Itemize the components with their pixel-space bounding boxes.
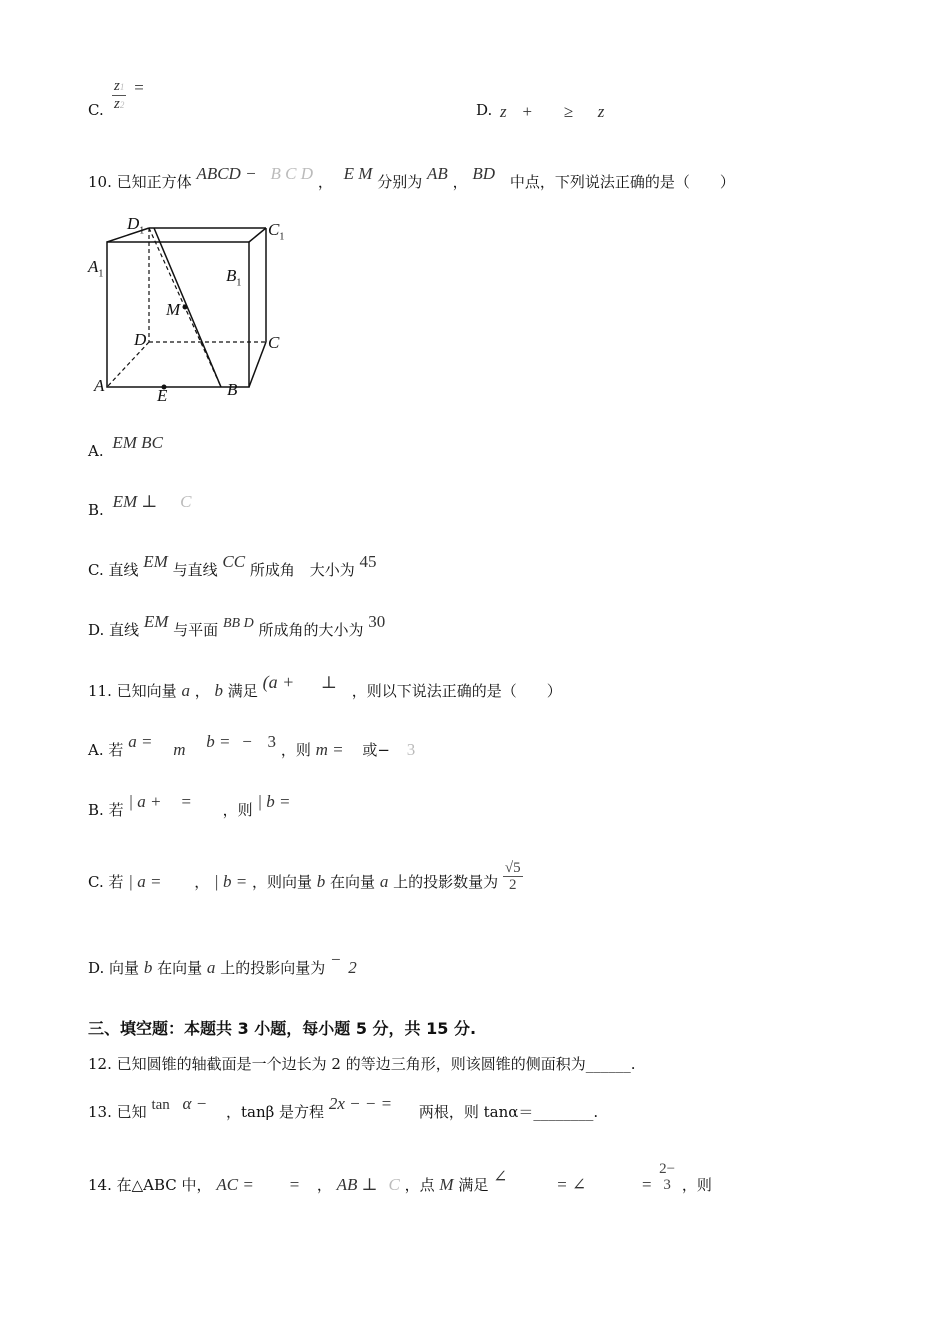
cube-diagonal-bd1 [154,228,221,387]
label-b1: $B_1$ [226,266,242,289]
q9-option-d-label: D. [476,101,493,119]
label-a: A [94,376,105,395]
label-m: M [166,300,181,319]
q11-c-fraction: $\frac{√5}{2}$ [504,859,521,893]
q14-fraction: 2− 3 [659,1161,676,1193]
q9-option-d-math: z + ≥ z [500,102,605,121]
q12: 12. 已知圆锥的轴截面是一个边长为 2 的等边三角形，则该圆锥的侧面积为______. [88,1055,636,1073]
label-c1: $C_1$ [268,220,285,243]
q10-stem: 10. 已知正方体 ABCD − B C D ， E M 分别为 AB ， BD 中点，下列说法正确的是（ ） [88,164,735,191]
cube-top-right-edge [249,228,266,242]
q11-option-b: B. 若 | a + = ，则 | b = [88,792,291,819]
q9-c-fraction: $\frac{z1}{z2}$ [114,78,125,112]
q13: 13. 已知 tan α − ，tanβ 是方程 2x − − = 两根，则 tanα＝________. [88,1094,599,1121]
q10-option-b: B. EM ⊥ C [88,492,192,519]
q14: 14. 在△ABC 中， AC = = ， AB ⊥ C ，点 M 满足 ∠ = ∠ = 2− 3 ，则 [88,1161,712,1194]
label-e: E [157,386,168,405]
q10-option-d: D. 直线 EM 与平面 BB D 所成角的大小为 30 [88,612,386,639]
q11-stem: 11. 已知向量 a ， b 满足 (a + ⊥ ，则以下说法正确的是（ ） [88,672,562,700]
q11-option-d: D. 向量 b 在向量 a 上的投影向量为 − 2 [88,950,357,977]
q9-option-c-label: C. [88,101,104,119]
q11-option-a: A. 若 a = m b = − 3 ，则 m = 或− 3 [88,732,416,759]
point-m [183,305,188,310]
q9-option-c-math: $\frac{z1}{z2}$ = [114,78,145,112]
q10-option-c: C. 直线 EM 与直线 CC 所成角 大小为 45 [88,552,377,579]
cube-diagram [84,212,294,408]
q11-option-c: C. 若 | a = ， | b = ，则向量 b 在向量 a 上的投影数量为 $\frac{√5}{2}$ [88,859,521,893]
label-d1: $D_1$ [127,214,145,237]
label-d: D [134,330,147,349]
q10-cube-name: ABCD − B C D [196,164,314,183]
cube-bottom-right-edge [249,342,266,387]
section-3-heading: 三、填空题：本题共 3 小题，每小题 5 分，共 15 分. [88,1019,477,1038]
label-a1: $A_1$ [88,257,104,280]
label-c: C [268,333,280,352]
label-b: B [227,380,238,399]
q10-option-a: A. EM BC [88,433,163,460]
